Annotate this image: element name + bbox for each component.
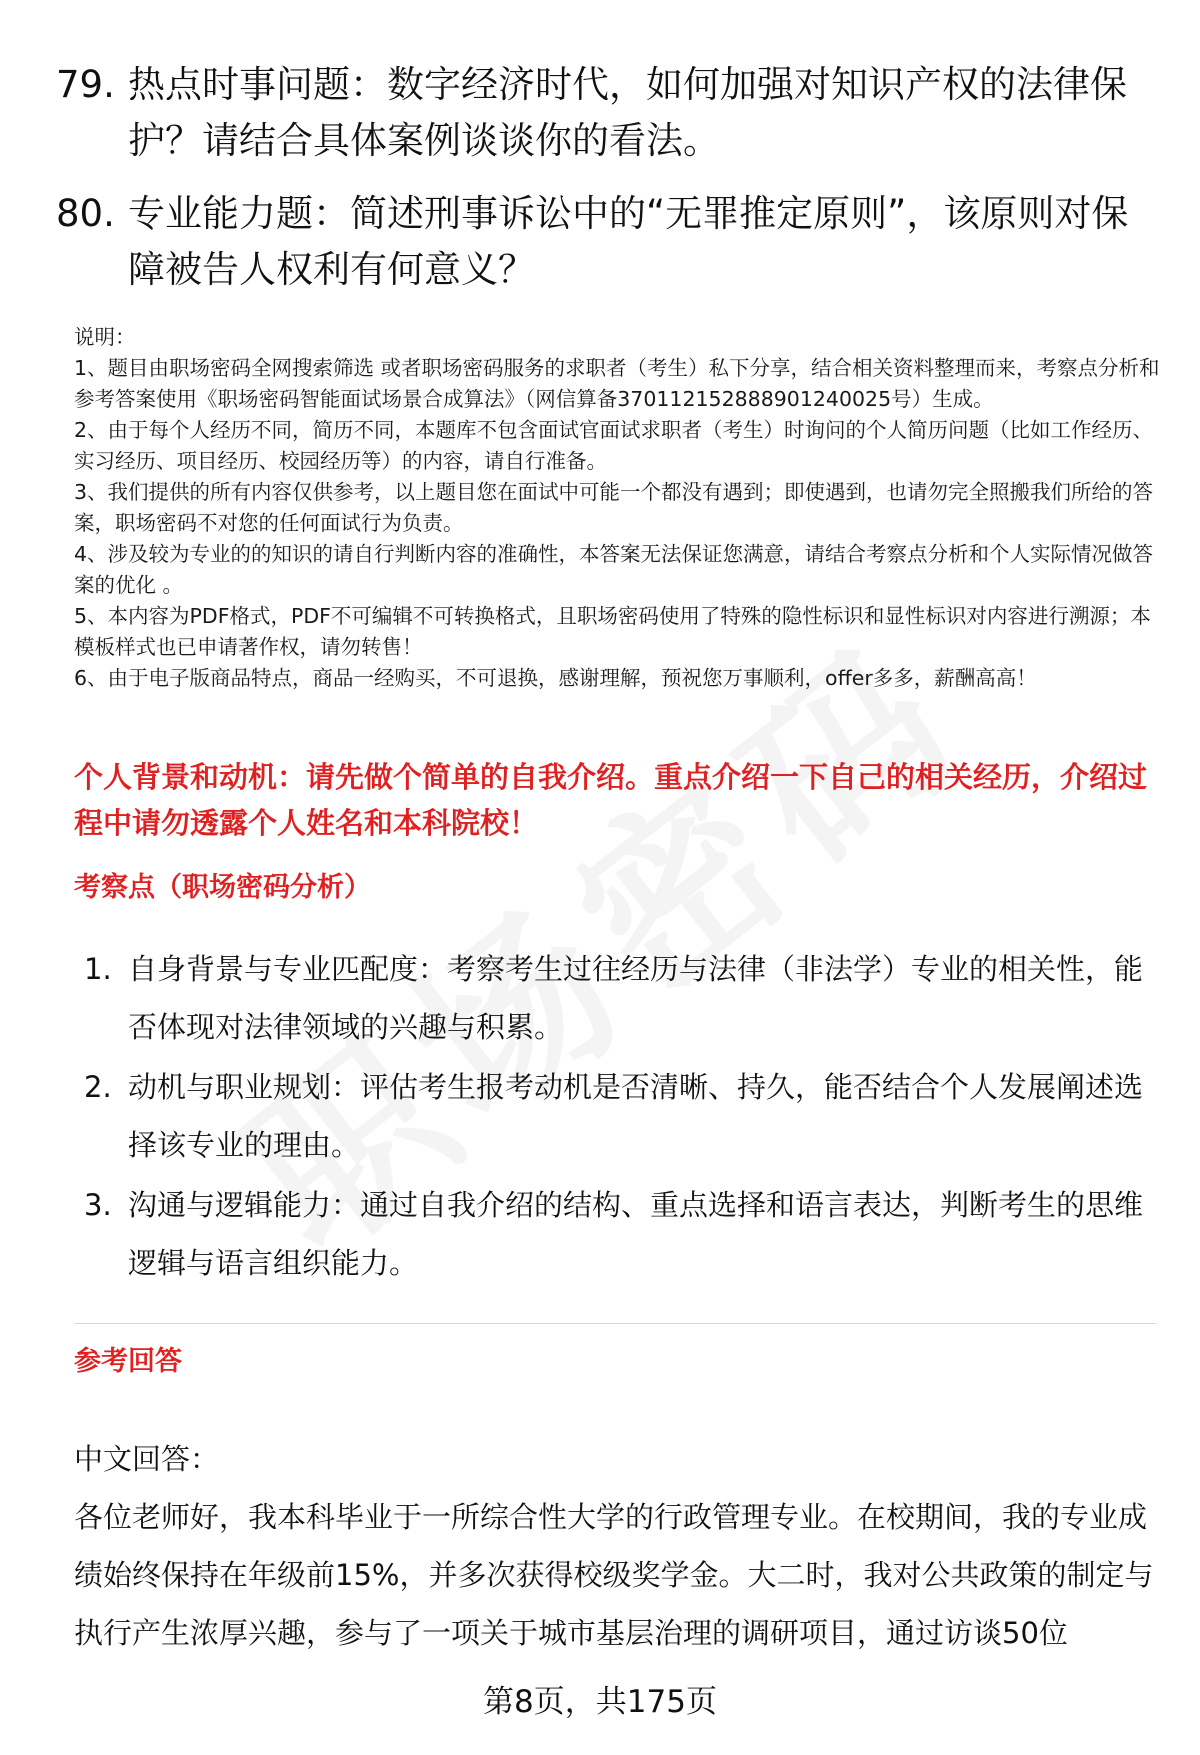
point-text: 自身背景与专业匹配度：考察考生过往经历与法律（非法学）专业的相关性，能否体现对法律领域的兴趣与积累。 <box>128 952 1144 1044</box>
question-80 <box>56 186 1156 298</box>
note-item: 6、由于电子版商品特点，商品一经购买，不可退换，感谢理解，预祝您万事顺利，offer多多，薪酬高高！ <box>74 666 1037 690</box>
point-text: 动机与职业规划：评估考生报考动机是否清晰、持久，能否结合个人发展阐述选择该专业的理由。 <box>128 1070 1144 1162</box>
question-text: 专业能力题：简述刑事诉讼中的“无罪推定原则”，该原则对保障被告人权利有何意义？ <box>128 192 1129 291</box>
answer-body: 各位老师好，我本科毕业于一所综合性大学的行政管理专业。在校期间，我的专业成绩始终保持在年级前15%，并多次获得校级奖学金。大二时，我对公共政策的制定与执行产生浓厚兴趣，参与了一项关于城市基层治理的调研项目，通过访谈50位 <box>74 1500 1154 1650</box>
interview-question-heading: 个人背景和动机：请先做个简单的自我介绍。重点介绍一下自己的相关经历，介绍过程中请勿透露个人姓名和本科院校！ <box>74 760 1148 840</box>
analysis-title: 考察点（职场密码分析） <box>74 872 371 903</box>
section-divider <box>74 1323 1156 1324</box>
point-number: 2. <box>84 1070 112 1104</box>
reference-answer-title: 参考回答 <box>74 1346 182 1377</box>
point-number: 1. <box>84 952 112 986</box>
page-number-footer: 第8页，共175页 <box>483 1684 717 1720</box>
analysis-points <box>84 940 1154 1294</box>
notes-heading: 说明： <box>74 325 136 349</box>
question-number: 79. <box>56 63 115 106</box>
note-item: 3、我们提供的所有内容仅供参考，以上题目您在面试中可能一个都没有遇到；即使遇到，也请勿完全照搬我们所给的答案，职场密码不对您的任何面试行为负责。 <box>74 480 1154 535</box>
reference-answer <box>74 1430 1156 1662</box>
question-number: 80. <box>56 192 115 235</box>
disclaimer-notes <box>74 322 1164 694</box>
analysis-point <box>84 1176 1154 1292</box>
question-text: 热点时事问题：数字经济时代，如何加强对知识产权的法律保护？请结合具体案例谈谈你的看法。 <box>128 63 1127 162</box>
note-item: 4、涉及较为专业的的知识的请自行判断内容的准确性，本答案无法保证您满意，请结合考察点分析和个人实际情况做答案的优化 。 <box>74 542 1154 597</box>
question-79 <box>56 57 1156 169</box>
note-item: 5、本内容为PDF格式，PDF不可编辑不可转换格式，且职场密码使用了特殊的隐性标识和显性标识对内容进行溯源；本模板样式也已申请著作权，请勿转售！ <box>74 604 1151 659</box>
analysis-point <box>84 940 1154 1056</box>
point-text: 沟通与逻辑能力：通过自我介绍的结构、重点选择和语言表达，判断考生的思维逻辑与语言组织能力。 <box>128 1188 1144 1280</box>
analysis-point <box>84 1058 1154 1174</box>
point-number: 3. <box>84 1188 112 1222</box>
note-item: 1、题目由职场密码全网搜索筛选 或者职场密码服务的求职者（考生）私下分享，结合相关资料整理而来，考察点分析和参考答案使用《职场密码智能面试场景合成算法》（网信算备370112152888901240025号）生成。 <box>74 356 1160 411</box>
note-item: 2、由于每个人经历不同，简历不同，本题库不包含面试官面试求职者（考生）时询问的个人简历问题（比如工作经历、实习经历、项目经历、校园经历等）的内容，请自行准备。 <box>74 418 1154 473</box>
answer-label: 中文回答： <box>74 1442 220 1476</box>
